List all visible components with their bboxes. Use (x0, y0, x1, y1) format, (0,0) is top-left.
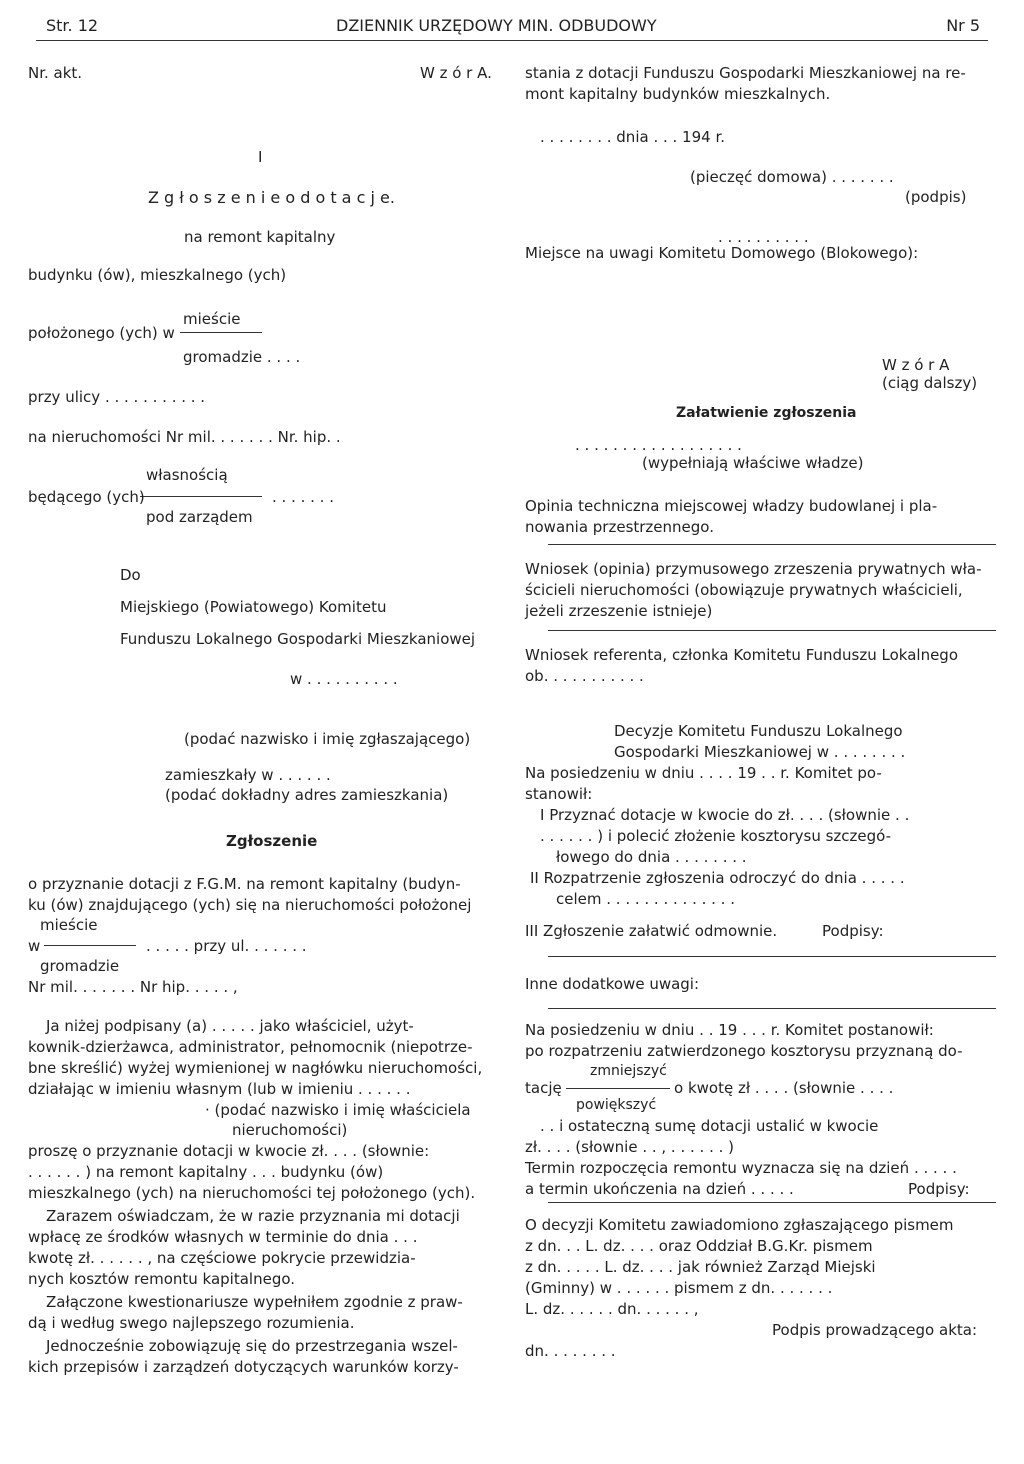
issue-number: Nr 5 (946, 16, 980, 35)
body-line: ob. . . . . . . . . . . (525, 667, 644, 685)
do-label: Do (120, 566, 141, 584)
body-line: z dn. . . L. dz. . . . oraz Oddział B.G.Kr. pismem (525, 1237, 873, 1255)
body-line: mieszkalnego (ych) na nieruchomości tej położonego (ych). (28, 1184, 476, 1202)
fraction-line (566, 1088, 670, 1089)
gromadzie-label: gromadzie (40, 957, 120, 975)
body-line: Załączone kwestionariusze wypełniłem zgodnie z praw- (46, 1293, 463, 1311)
body-line: Termin rozpoczęcia remontu wyznacza się na dzień . . . . . (525, 1159, 957, 1177)
body-line: proszę o przyznanie dotacji w kwocie zł. . . . (słownie: (28, 1142, 430, 1160)
body-line: a termin ukończenia na dzień . . . . . (525, 1180, 794, 1198)
body-line: łowego do dnia . . . . . . . . (556, 848, 747, 866)
divider (548, 1008, 996, 1009)
body-line: po rozpatrzeniu zatwierdzonego kosztorysu przyznaną do- (525, 1042, 963, 1060)
body-line: stanowił: (525, 785, 593, 803)
wzor-label: W z ó r A. (420, 64, 492, 82)
body-line: działając w imieniu własnym (lub w imieniu . . . . . . (28, 1080, 411, 1098)
body-line: ścicieli nieruchomości (obowiązuje prywatnych właścicieli, (525, 581, 963, 599)
wlasnoscia-label: własnością (146, 466, 228, 484)
body-line: nowania przestrzennego. (525, 518, 714, 536)
nr-akt: Nr. akt. (28, 64, 83, 82)
divider (548, 1202, 996, 1203)
pod-zarzadem: pod zarządem (146, 508, 253, 526)
decisions-heading: Decyzje Komitetu Funduszu Lokalnego (614, 722, 903, 740)
podac-nazwisko: (podać nazwisko i imię zgłaszającego) (184, 730, 471, 748)
zalatwienie-heading: Załatwienie zgłoszenia (676, 405, 857, 421)
divider (548, 956, 996, 957)
body-line: . . . . . . ) i polecić złożenie kosztorysu szczegó- (540, 827, 892, 845)
pieczec-domowa: (pieczęć domowa) . . . . . . . (690, 168, 894, 186)
miejsce-uwagi: Miejsce na uwagi Komitetu Domowego (Blokowego): (525, 244, 919, 262)
podac-adres: (podać dokładny adres zamieszkania) (165, 786, 449, 804)
w-label: w (28, 937, 41, 955)
wypelniaja: (wypełniają właściwe władze) (642, 454, 864, 472)
inne-uwagi: Inne dodatkowe uwagi: (525, 975, 700, 993)
body-line: kich przepisów i zarządzeń dotyczących warunków korzy- (28, 1358, 459, 1376)
body-line: z dn. . . . . L. dz. . . . jak również Zarząd Miejski (525, 1258, 876, 1276)
body-line: dą i według swego najlepszego rozumienia. (28, 1314, 355, 1332)
tacje-label: tację (525, 1079, 562, 1097)
body-line: Na posiedzeniu w dniu . . . . 19 . . r. Komitet po- (525, 764, 882, 782)
zamieszkaly: zamieszkały w . . . . . . (165, 766, 331, 784)
page-number: Str. 12 (46, 16, 99, 35)
zgloszenie-heading: Z g ł o s z e n i e o d o t a c j e. (148, 188, 395, 207)
body-line: jeżeli zrzeszenie istnieje) (525, 602, 713, 620)
body-line: nych kosztów remontu kapitalnego. (28, 1270, 296, 1288)
body-line: II Rozpatrzenie zgłoszenia odroczyć do dnia . . . . . (530, 869, 905, 887)
body-line: ku (ów) znajdującego (ych) się na nieruchomości położonej (28, 896, 472, 914)
podpisy-label: Podpisy: (908, 1180, 970, 1198)
body-line: nieruchomości) (232, 1121, 348, 1139)
zmniejszyc-label: zmniejszyć (590, 1063, 667, 1079)
body-line: Zarazem oświadczam, że w razie przyznania mi dotacji (46, 1207, 460, 1225)
nr-mil: Nr mil. . . . . . . Nr hip. . . . . , (28, 978, 238, 996)
date-line: . . . . . . . . dnia . . . 194 r. (540, 128, 726, 146)
body-line: O decyzji Komitetu zawiadomiono zgłaszającego pismem (525, 1216, 954, 1234)
polozonego-label: położonego (ych) w (28, 324, 175, 342)
podpis-prowadzacego: Podpis prowadzącego akta: (772, 1321, 978, 1339)
przy-ulicy: przy ulicy . . . . . . . . . . . (28, 388, 206, 406)
body-line: L. dz. . . . . . dn. . . . . . , (525, 1300, 699, 1318)
divider (548, 544, 996, 545)
journal-title: DZIENNIK URZĘDOWY MIN. ODBUDOWY (336, 16, 657, 35)
roman-one: I (258, 148, 263, 166)
fraction-line (44, 945, 136, 946)
fraction-line (180, 332, 262, 333)
wzor-a: W z ó r A (882, 356, 950, 374)
body-line: Wniosek (opinia) przymusowego zrzeszenia prywatnych wła- (525, 560, 982, 578)
dots: . . . . . . . . . . . . . . . . . . (575, 436, 742, 454)
page-header (36, 14, 988, 41)
gromadzie-label: gromadzie . . . . (183, 348, 301, 366)
body-line: stania z dotacji Funduszu Gospodarki Mieszkaniowej na re- (525, 64, 966, 82)
na-remont: na remont kapitalny (184, 228, 336, 246)
podpis-label: (podpis) (905, 188, 967, 206)
body-line: Ja niżej podpisany (a) . . . . . jako właściciel, użyt- (46, 1017, 414, 1035)
body-line: celem . . . . . . . . . . . . . . (556, 890, 735, 908)
body-line: . . i ostateczną sumę dotacji ustalić w kwocie (540, 1117, 879, 1135)
miescie-label: mieście (40, 916, 98, 934)
body-line: bne skreślić) wyżej wymienionej w nagłówku nieruchomości, (28, 1059, 483, 1077)
body-line: I Przyznać dotacje w kwocie do zł. . . . (słownie . . (540, 806, 910, 824)
body-line: o przyznanie dotacji z F.G.M. na remont kapitalny (budyn- (28, 875, 461, 893)
committee-line2: Funduszu Lokalnego Gospodarki Mieszkaniowej (120, 630, 476, 648)
body-line: kownik-dzierżawca, administrator, pełnomocnik (niepotrze- (28, 1038, 473, 1056)
bedacego-label: będącego (ych) (28, 488, 145, 506)
nieruchomosci-line: na nieruchomości Nr mil. . . . . . . Nr. hip. . (28, 428, 341, 446)
miescie-label: mieście (183, 310, 241, 328)
zgloszenie-title: Zgłoszenie (226, 832, 318, 850)
body-line: kwotę zł. . . . . . , na częściowe pokrycie przewidzia- (28, 1249, 416, 1267)
body-line: Gospodarki Mieszkaniowej w . . . . . . . . (614, 743, 906, 761)
body-line: · (podać nazwisko i imię właściciela (205, 1101, 471, 1119)
budynku-label: budynku (ów), mieszkalnego (ych) (28, 266, 287, 284)
o-kwote: o kwotę zł . . . . (słownie . . . . (674, 1079, 894, 1097)
body-line: zł. . . . (słownie . . , . . . . . . ) (525, 1138, 735, 1156)
body-line: Na posiedzeniu w dniu . . 19 . . . r. Komitet postanowił: (525, 1021, 934, 1039)
fraction-line (140, 496, 262, 497)
body-line: Jednocześnie zobowiązuję się do przestrzegania wszel- (46, 1337, 458, 1355)
podpisy-label: Podpisy: (822, 922, 884, 940)
body-line: . . . . . . ) na remont kapitalny . . . budynku (ów) (28, 1163, 384, 1181)
dots: . . . . . . . (272, 488, 334, 506)
powiekszyc-label: powiększyć (576, 1097, 657, 1113)
body-line: mont kapitalny budynków mieszkalnych. (525, 85, 831, 103)
dn-line: dn. . . . . . . . (525, 1342, 616, 1360)
committee-line1: Miejskiego (Powiatowego) Komitetu (120, 598, 387, 616)
body-line: III Zgłoszenie załatwić odmownie. (525, 922, 778, 940)
dots: . . . . . . . . . . (718, 228, 809, 246)
body-line: (Gminny) w . . . . . . pismem z dn. . . . . . . (525, 1279, 833, 1297)
committee-city: w . . . . . . . . . . (290, 670, 398, 688)
divider (548, 630, 996, 631)
body-line: wpłacę ze środków własnych w terminie do dnia . . . (28, 1228, 418, 1246)
body-line: Opinia techniczna miejscowej władzy budowlanej i pla- (525, 497, 938, 515)
ciag-dalszy: (ciąg dalszy) (882, 374, 978, 392)
przy-ul: . . . . . przy ul. . . . . . . (146, 937, 307, 955)
body-line: Wniosek referenta, członka Komitetu Funduszu Lokalnego (525, 646, 959, 664)
